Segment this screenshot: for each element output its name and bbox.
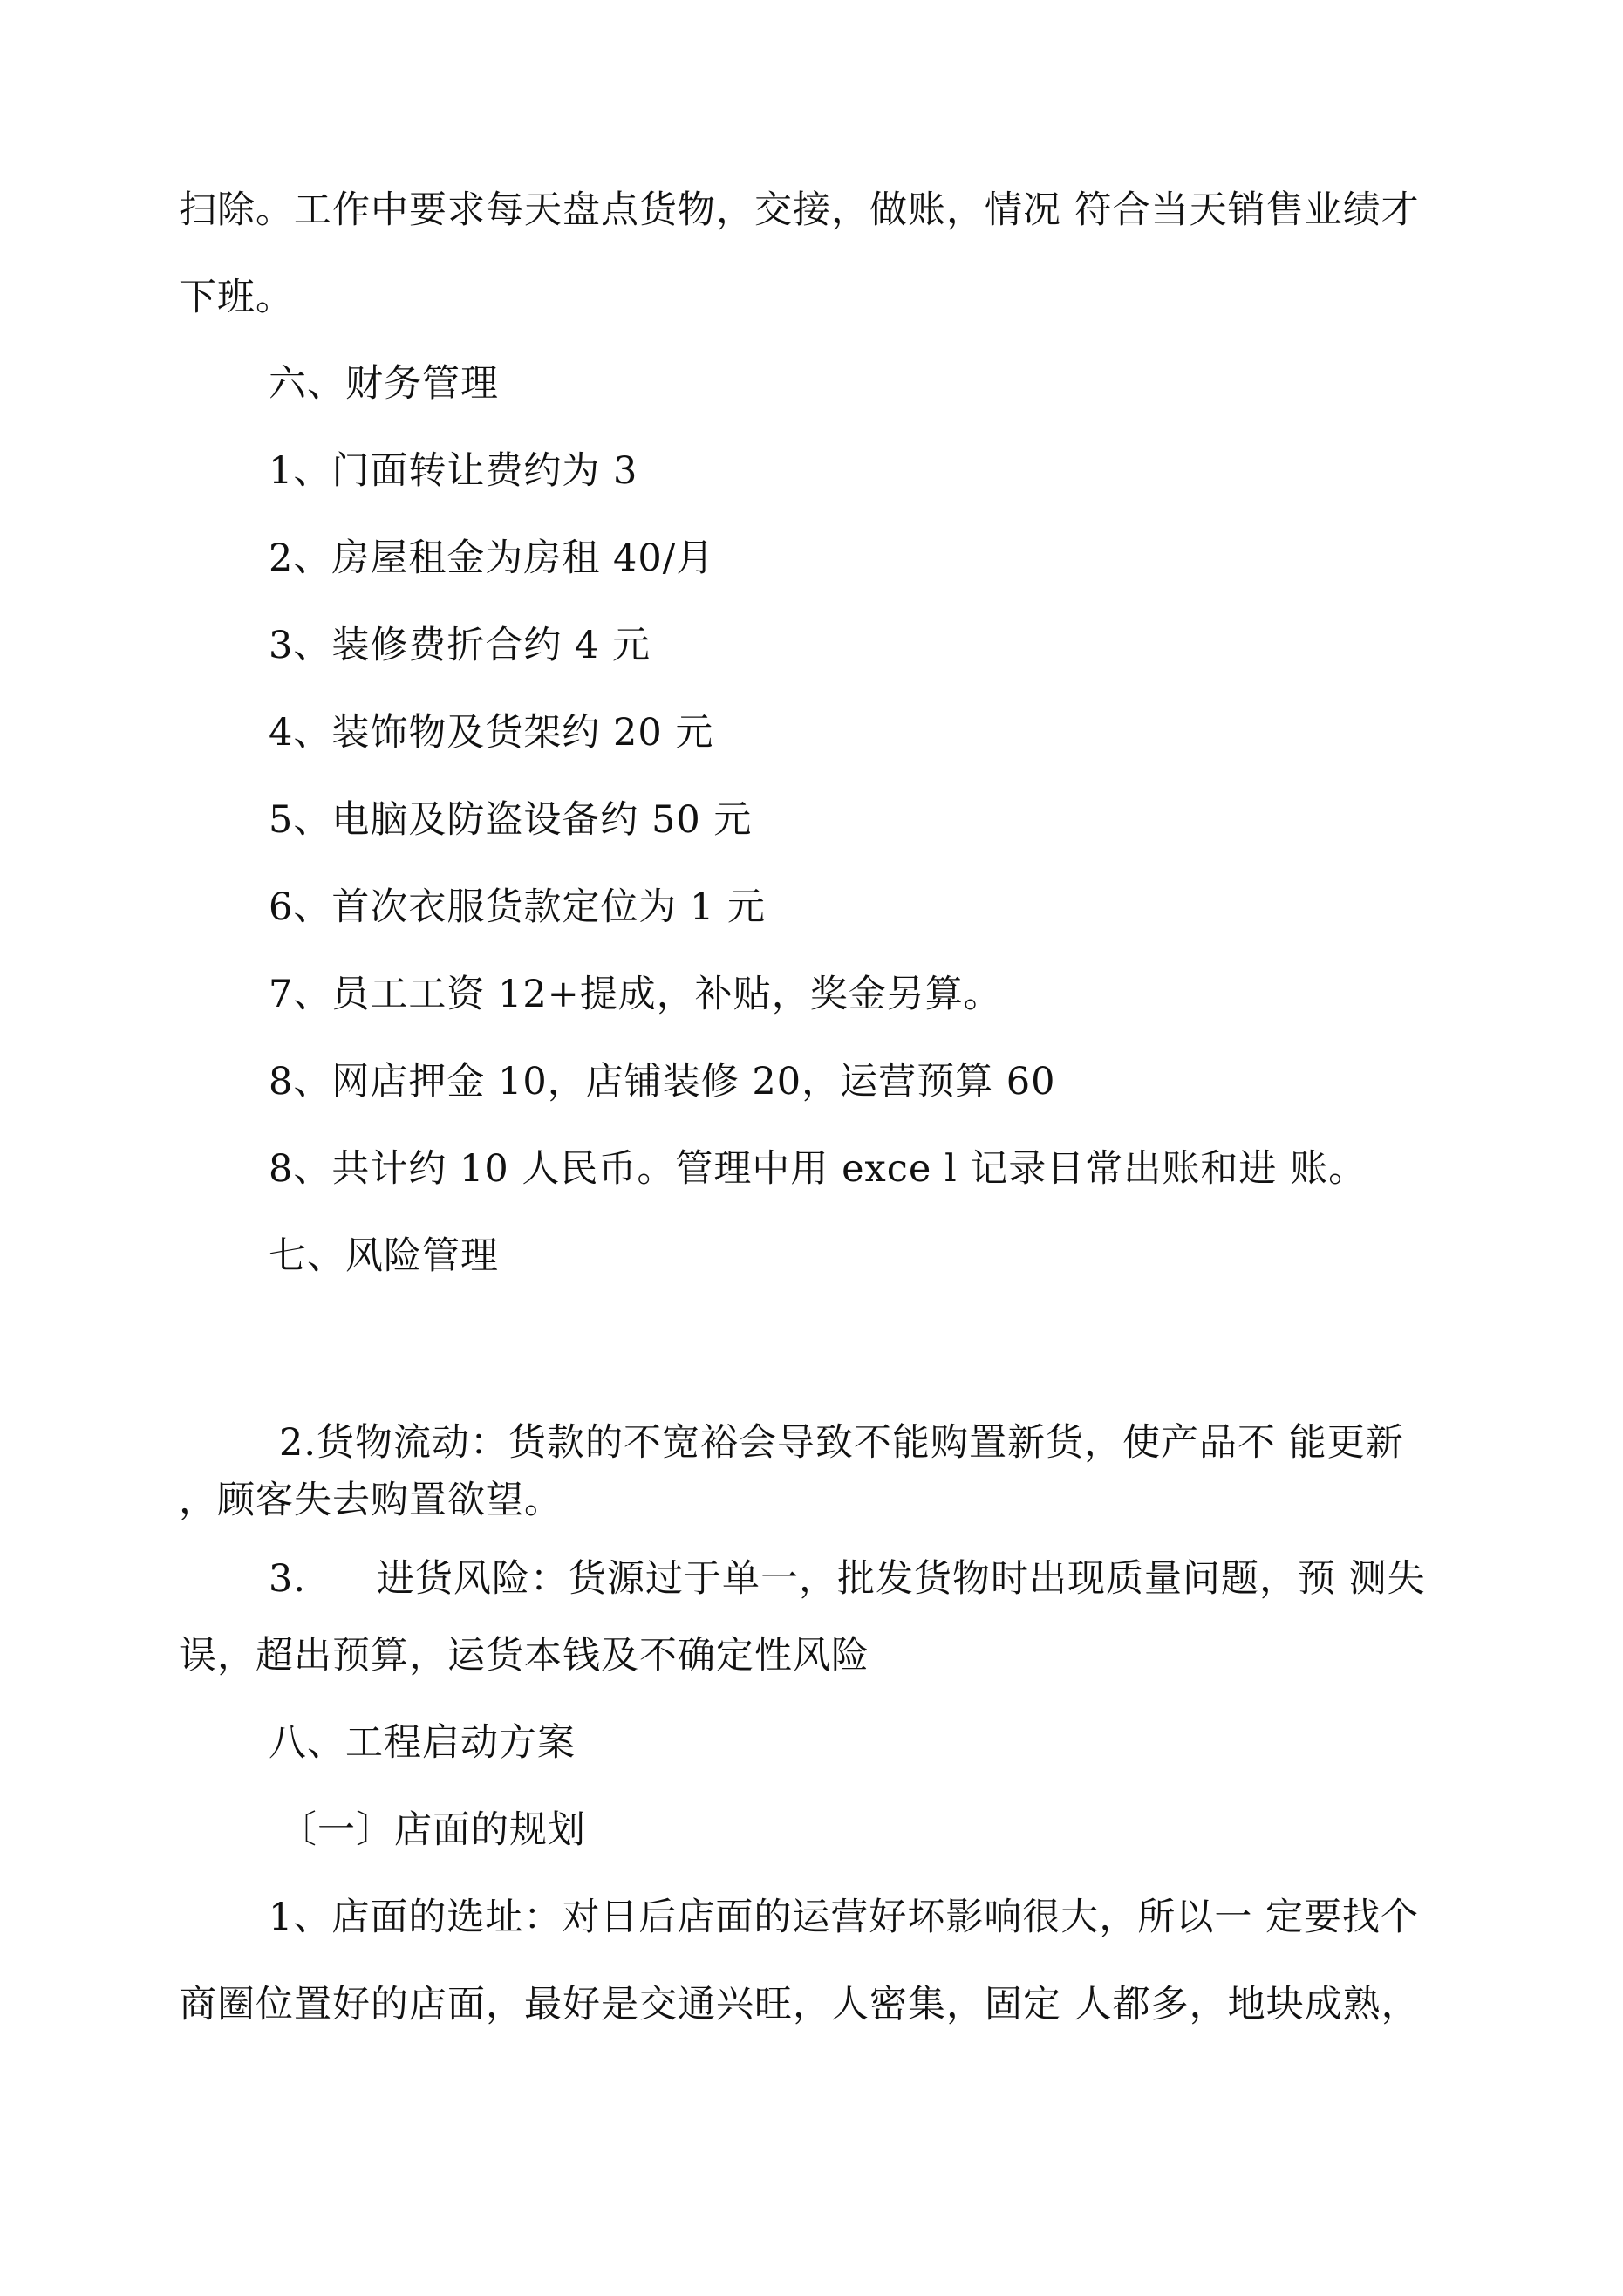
paragraph-line: 下班。	[179, 276, 294, 319]
list-number: 3.	[269, 1557, 307, 1601]
list-item: 2、房屋租金为房租 40/月	[269, 536, 715, 580]
paragraph-line: 1、店面的选址：对日后店面的运营好坏影响很大，所以一 定要找个	[269, 1896, 1420, 1939]
list-item: 8、共计约 10 人民币。管理中用 exce l 记录日常出账和进 账。	[269, 1147, 1367, 1191]
list-item: 3、装修费折合约 4 元	[269, 624, 651, 667]
section-heading-risk: 七、风险管理	[269, 1234, 499, 1278]
list-item: 8、网店押金 10，店铺装修 20，运营预算 60	[269, 1060, 1056, 1104]
paragraph-line: 进货风险：货源过于单一，批发货物时出现质量问题，预 测失	[377, 1557, 1426, 1601]
section-heading-finance: 六、财务管理	[269, 362, 499, 406]
list-item: 5、电脑及防盗设备约 50 元	[269, 798, 753, 842]
list-item: 7、员工工资 12+提成，补贴，奖金另算。	[269, 973, 1002, 1016]
paragraph-line: 扫除。工作中要求每天盘点货物，交接，做账，情况 符合当天销售业绩才	[179, 188, 1420, 232]
paragraph-line: 2.货物流动：货款的不宽裕会导致不能购置新货，使产品不 能更新	[279, 1421, 1404, 1465]
section-heading-launch: 八、工程启动方案	[269, 1721, 576, 1765]
list-item: 4、装饰物及货架约 20 元	[269, 711, 714, 755]
paragraph-line: 误，超出预算，运货本钱及不确定性风险	[179, 1634, 869, 1678]
list-item: 1、门面转让费约为 3	[269, 449, 638, 493]
paragraph-line: 商圈位置好的店面，最好是交通兴旺，人密集，固定 人都多，地块成熟，	[179, 1983, 1420, 2026]
paragraph-line: ，顾客失去购置欲望。	[179, 1479, 563, 1522]
subsection-heading: 〔一〕店面的规划	[279, 1808, 586, 1852]
list-item: 6、首次衣服货款定位为 1 元	[269, 885, 767, 929]
